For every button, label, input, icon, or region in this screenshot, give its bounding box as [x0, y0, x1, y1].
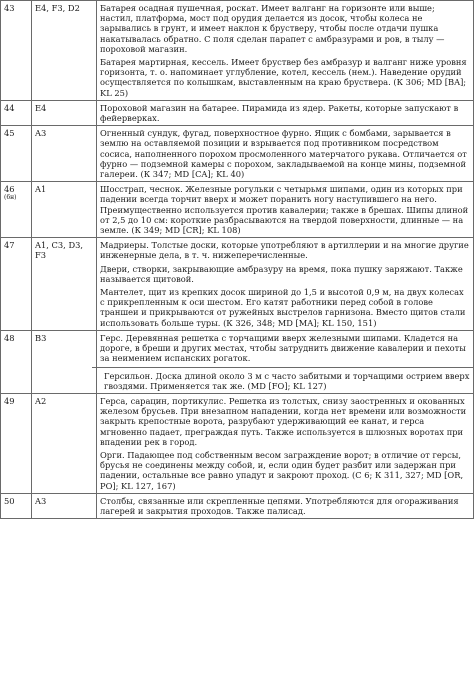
row-number: 43: [1, 1, 32, 101]
table-row: [1, 330, 474, 393]
row-number: 48: [1, 330, 32, 393]
row-description: [97, 393, 474, 493]
description-paragraph: Двери, створки, закрывающие амбразуру на время, пока пушку заряжают. Также называется щитовой.: [100, 263, 463, 284]
row-code: E4: [32, 100, 97, 125]
row-code: A2: [32, 393, 97, 493]
description-paragraph: Столбы, связанные или скрепленные цепями. Употребляются для огораживания лагерей и закрытия проходов. Также палисад.: [100, 495, 459, 516]
row-code: A1, C3, D3, F3: [32, 238, 97, 331]
description-paragraph: Герса, сарацин, портикулис. Решетка из толстых, снизу заостренных и окованных железом брусьев. При внезапном нападении, когда нет времени или возможности закрыть крепостные ворота, разрубают удерживающий ее канат, и герса мгновенно падает, преграждая путь. Также используется в шлюзных воротах при впадении рек в город.: [100, 395, 467, 447]
description-paragraph: Герсильон. Доска длиной около 3 м с часто забитыми и торчащими острием вверх гвоздями. Применяется так же. (MD [FO]; KL 127): [104, 370, 470, 391]
row-number: 46 (6н): [1, 182, 32, 238]
table-row: [1, 238, 474, 331]
table-row: [1, 493, 474, 518]
row-description: [97, 330, 474, 393]
row-description: [97, 126, 474, 182]
description-paragraph: Огненный сундук, фугад, поверхностное фурно. Ящик с бомбами, зарывается в землю на оставляемой позиции и взрывается под противником посредством сосиса, наполненного порохом просмоленного матерчатого рукава. Отличается от фурно — подземной камеры с порохом, закладываемой на конце мины, подземной галереи. (К 347; MD [CA]; KL 40): [100, 128, 467, 180]
row-code: A3: [32, 126, 97, 182]
description-paragraph: Герс. Деревянная решетка с торчащими вверх железными шипами. Кладется на дороге, в бреши и других местах, чтобы затруднить движение кавалерии и пехоты за неимением испанских рогаток.: [100, 332, 466, 364]
description-paragraph: Мантелет, щит из крепких досок шириной до 1,5 и высотой 0,9 м, на двух колесах с прикрепленным к оси шестом. Его катят работники перед собой в голове траншеи и прикрываются от ружейных выстрелов гарнизона. Вместо щитов стали использовать больше туры. (К 326, 348; MD [MA]; KL 150, 151): [100, 287, 466, 328]
row-code: B3: [32, 330, 97, 393]
row-description: [97, 100, 474, 125]
description-paragraph: Пороховой магазин на батарее. Пирамида из ядер. Ракеты, которые запускают в фейерверках.: [100, 102, 459, 124]
row-code: A1: [32, 182, 97, 238]
row-number: 47: [1, 238, 32, 331]
row-code: A3: [32, 493, 97, 518]
description-paragraph: Мадриеры. Толстые доски, которые употребляют в артиллерии и на многие другие инженерные дела, в т. ч. нижеперечисленные.: [100, 240, 469, 261]
row-description: [97, 182, 474, 238]
table-row: [1, 393, 474, 493]
row-description: [97, 238, 474, 331]
row-number: 44: [1, 100, 32, 125]
table-row: [1, 1, 474, 101]
row-code: E4, F3, D2: [32, 1, 97, 101]
description-paragraph: Орги. Падающее под собственным весом заграждение ворот; в отличие от герсы, брусья не соединены между собой, и, если один будет разбит или задержан при падении, остальные все равно упадут и закроют проход. (С 6; К 311, 327; MD [OR, PO]; KL 127, 167): [100, 449, 464, 491]
description-paragraph: Батарея мартирная, кессель. Имеет бруствер без амбразур и валганг ниже уровня горизонта, т. о. напоминает углубление, котел, кессель (нем.). Наведение орудий осуществляется по колышкам, выставленным на краю бруствера. (К 306; MD [BA]; KL 25): [100, 57, 467, 98]
description-paragraph: Шосстрап, чеснок. Железные рогульки с четырьмя шипами, один из которых при падении всегда торчит вверх и может поранить ногу наступившего на него. Преимущественно используется против кавалерии; также в брешах. Шипы длиной от 2,5 до 10 см: короткие разбрасываются на твердой поверхности, длинные — на земле. (К 349; MD [CR]; KL 108): [100, 184, 469, 236]
table-row: [1, 126, 474, 182]
row-number: 45: [1, 126, 32, 182]
row-note: (6н): [4, 194, 17, 202]
row-description: [97, 1, 474, 101]
row-number: 49: [1, 393, 32, 493]
description-paragraph: Батарея осадная пушечная, роскат. Имеет валганг на горизонте или выше; настил, платформа, мост под орудия делается из досок, чтобы колеса не зарывались в грунт, и имеет наклон к брустверу, чтобы после отдачи пушка накатывалась обратно. С поля сделан парапет с амбразурами и ров, в тылу — пороховой магазин.: [100, 3, 445, 54]
table-row: [1, 100, 474, 125]
inner-divider: [92, 367, 474, 368]
table-row: [1, 182, 474, 238]
row-description: [97, 493, 474, 518]
row-number: 50: [1, 493, 32, 518]
